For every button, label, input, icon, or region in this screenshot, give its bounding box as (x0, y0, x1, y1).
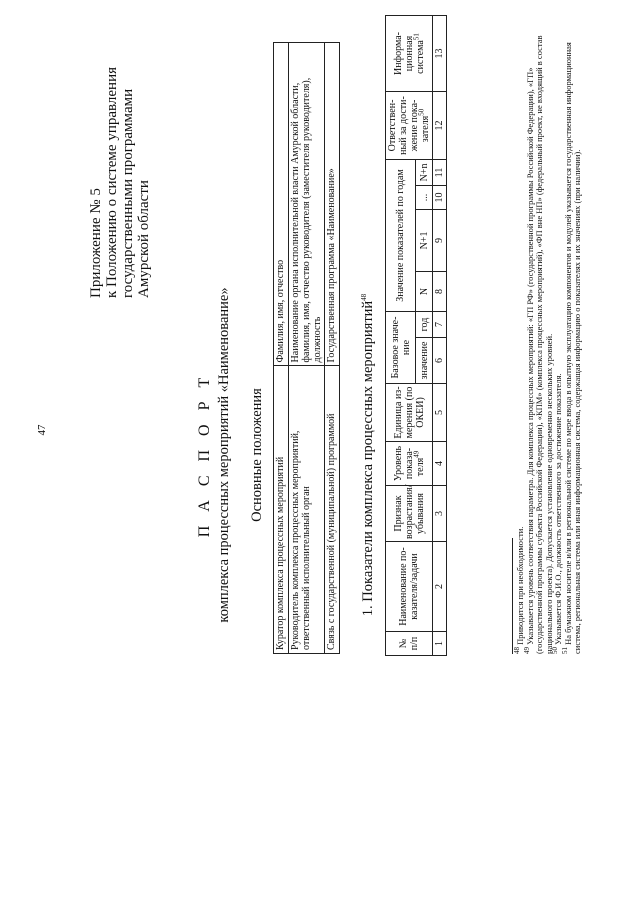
page-number: 47 (36, 424, 48, 436)
footnote-ref: 48 (360, 293, 369, 301)
header-sign: Признак возрастания/ убывания (386, 486, 433, 542)
footnote (560, 24, 583, 654)
section-basic-heading: Основные положения (249, 388, 265, 522)
appendix-header (88, 28, 152, 298)
document-subtitle: комплекса процессных мероприятий «Наименование» (216, 287, 232, 623)
basic-info-table (273, 42, 340, 654)
header-year-nn: N+n (416, 159, 433, 185)
col-number: 11 (433, 159, 447, 185)
header-base: Базовое значе- ние (386, 311, 416, 383)
footnote (522, 24, 555, 654)
basic-value-cell: Фамилия, имя, отчество (274, 43, 289, 366)
table-row (433, 15, 447, 655)
col-number: 1 (433, 632, 447, 656)
col-number: 10 (433, 185, 447, 209)
footnote-text: Указывается уровень соответствия параметра. Для комплекса процессных мероприятий: «ГП РФ» (государственной программы Российской Федерации), «ГП» (государственной программы субъекта Российской Федерации), «КПМ» (комплекса процессных мероприятий), «ФП вне НП» (федеральный проект, не входящий в состав национального проекта). Допускается установление одновременно нескольких уровней. (524, 35, 554, 654)
col-number: 12 (433, 91, 447, 159)
col-number: 2 (433, 542, 447, 632)
header-years: Значение показателей по годам (386, 159, 416, 311)
header-year-n1: N+1 (416, 209, 433, 271)
section-indicators-heading (360, 180, 377, 730)
footnote-ref: 49 (412, 450, 421, 458)
table-header-row (386, 15, 416, 655)
footnote-text: На бумажном носителе и/или в региональной системе по мере ввода в опытную эксплуатацию компонентов и модулей указывается государственная информационная система, региональная система или иная информационная система, содержащая информацию о показателях и их значениях (при наличии). (562, 42, 582, 654)
appendix-line-2: к Положению о системе управления (104, 67, 120, 298)
document-title: П А С П О Р Т (196, 372, 213, 538)
rotated-page-content (26, 20, 626, 880)
col-number: 8 (433, 271, 447, 311)
footnote-ref: 50 (417, 108, 426, 116)
footnote-number: 50 (551, 647, 560, 654)
header-num: № п/п (386, 632, 433, 656)
indicators-table (385, 15, 447, 656)
basic-label-cell: Связь с государственной (муниципальной) программой (325, 366, 340, 654)
footnote-text: Приводится при необходимости. (515, 526, 525, 645)
col-number: 6 (433, 338, 447, 384)
col-number: 5 (433, 384, 447, 442)
header-year-dots: ... (416, 185, 433, 209)
header-base-year: год (416, 311, 433, 337)
header-unit: Единица из- мерения (по ОКЕИ) (386, 384, 433, 442)
footnote-number: 48 (513, 647, 522, 654)
header-year-n: N (416, 271, 433, 311)
col-number: 13 (433, 15, 447, 91)
basic-value-cell: Наименование органа исполнительной власти Амурской области, фамилия, имя, отчество руководителя (заместителя руководителя), должность (289, 43, 325, 366)
header-base-value: значение (416, 338, 433, 384)
col-number: 7 (433, 311, 447, 337)
footnote-text: Указывается Ф.И.О., должность ответственного за достижение показателя. (553, 373, 563, 645)
footnote-separator (512, 538, 513, 654)
footnote-number: 49 (522, 647, 531, 654)
section-indicators-text: 1. Показатели комплекса процессных мероприятий (360, 300, 376, 617)
table-row (274, 43, 289, 654)
header-level-text: Уровень показа- теля (392, 445, 426, 482)
appendix-line-4: Амурской области (136, 180, 152, 298)
footnote-number: 51 (560, 647, 569, 654)
header-info-system-text: Информа- ционная система (392, 32, 426, 75)
header-name: Наименование по- казателя/задачи (386, 542, 433, 632)
footnotes (513, 24, 583, 654)
basic-label-cell: Куратор комплекса процессных мероприятий (274, 366, 289, 654)
header-level (386, 442, 433, 486)
footnote-ref: 51 (412, 33, 421, 41)
appendix-line-3: государственными программами (120, 88, 136, 298)
basic-label-cell: Руководитель комплекса процессных мероприятий, ответственный исполнительный орган (289, 366, 325, 654)
header-info-system (386, 15, 433, 91)
table-row (325, 43, 340, 654)
header-responsible (386, 91, 433, 159)
col-number: 9 (433, 209, 447, 271)
basic-value-cell: Государственная программа «Наименование» (325, 43, 340, 366)
appendix-line-1: Приложение № 5 (88, 188, 104, 298)
header-responsible-text: Ответствен- ный за дости- жение пока- зателя (387, 96, 431, 155)
table-row (289, 43, 325, 654)
col-number: 4 (433, 442, 447, 486)
col-number: 3 (433, 486, 447, 542)
